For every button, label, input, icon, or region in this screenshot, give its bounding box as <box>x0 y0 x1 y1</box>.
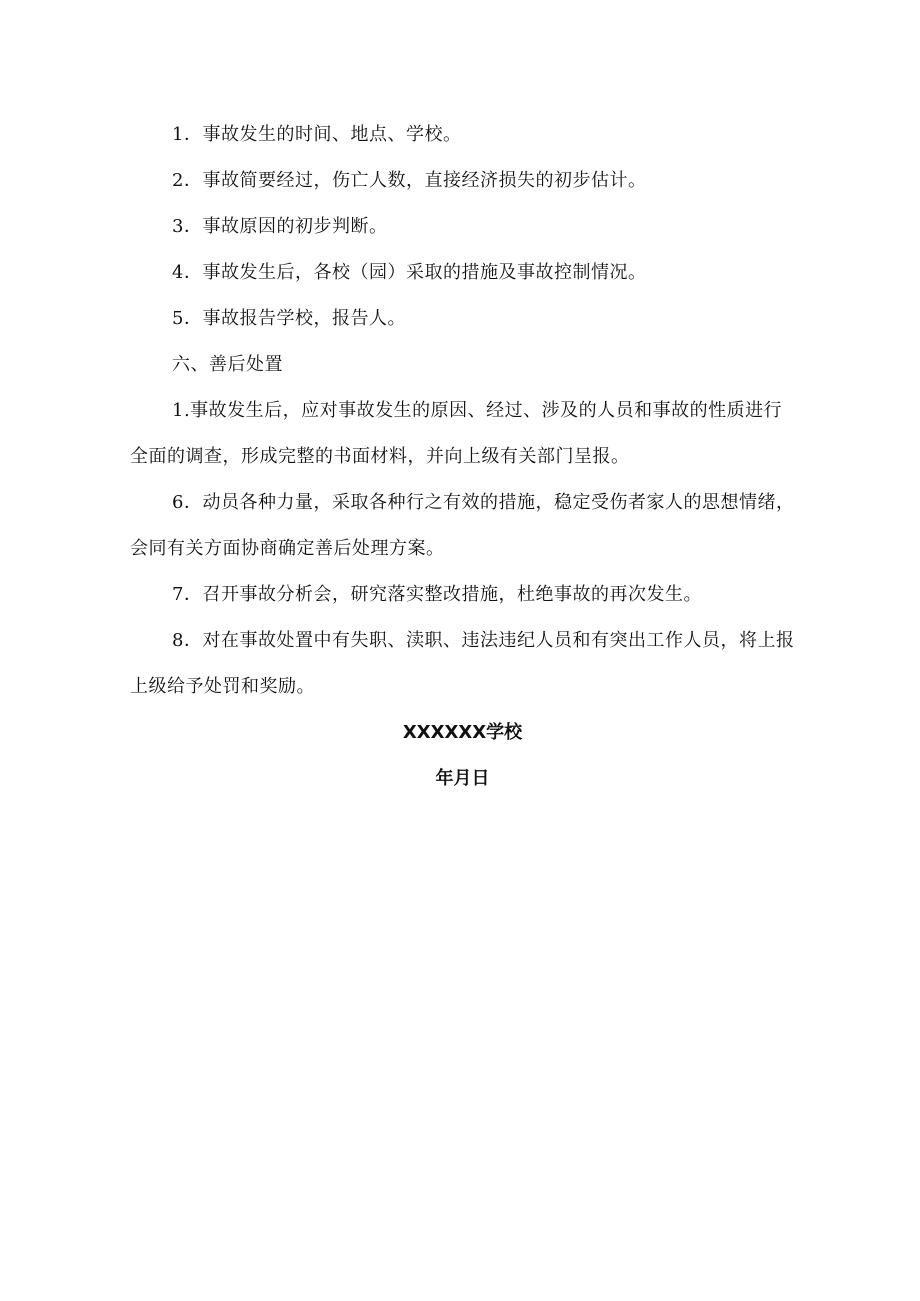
list-item: 6．动员各种力量，采取各种行之有效的措施，稳定受伤者家人的思想情绪，会同有关方面协商确定善后处理方案。 <box>130 492 795 559</box>
list-item: 3．事故原因的初步判断。 <box>172 216 388 237</box>
list-item: 4．事故发生后，各校（园）采取的措施及事故控制情况。 <box>172 262 647 283</box>
list-item: 1．事故发生的时间、地点、学校。 <box>172 124 462 145</box>
list-item: 2．事故简要经过，伤亡人数，直接经济损失的初步估计。 <box>172 170 647 191</box>
signature-date: 年月日 <box>435 768 490 789</box>
list-item: 5．事故报告学校，报告人。 <box>172 308 406 329</box>
section-heading: 六、善后处置 <box>172 354 283 375</box>
signature-school: XXXXXX学校 <box>402 722 523 743</box>
document-body <box>130 112 795 802</box>
list-item: 1.事故发生后，应对事故发生的原因、经过、涉及的人员和事故的性质进行全面的调查，形成完整的书面材料，并向上级有关部门呈报。 <box>130 400 783 467</box>
list-item: 8．对在事故处置中有失职、渎职、违法违纪人员和有突出工作人员，将上报上级给予处罚和奖励。 <box>130 630 795 697</box>
list-item: 7．召开事故分析会，研究落实整改措施，杜绝事故的再次发生。 <box>172 584 702 605</box>
